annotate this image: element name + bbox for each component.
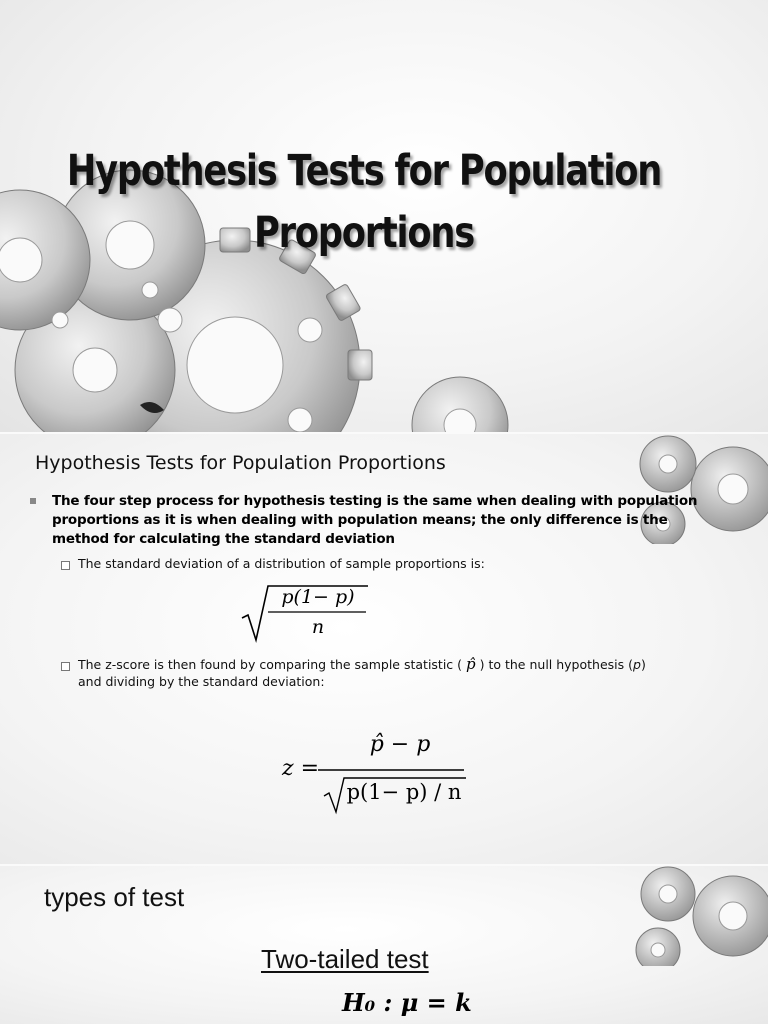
- sub-bullet-1: The standard deviation of a distribution of sample proportions is:: [78, 556, 485, 571]
- null-hypothesis: H₀ : μ = k: [342, 988, 472, 1017]
- content-slide: [0, 434, 768, 864]
- p-hat-symbol: p̂: [466, 655, 476, 673]
- slide-title: Hypothesis Tests for Population Proportions: [66, 146, 662, 258]
- std-dev-denominator: n: [311, 616, 325, 638]
- z-numerator: p̂ − p: [369, 732, 431, 757]
- slide-heading: types of test: [44, 882, 185, 912]
- slide-heading: Hypothesis Tests for Population Proportions: [35, 452, 446, 474]
- sub-bullet-icon: [61, 561, 70, 570]
- z-lhs: z =: [282, 756, 320, 781]
- title-slide: [0, 0, 768, 432]
- z-denominator: p(1− p) / n: [346, 780, 462, 804]
- std-dev-numerator: p(1− p): [281, 586, 355, 608]
- types-slide: [0, 866, 768, 1024]
- sub-bullet-2: The z-score is then found by comparing the sample statistic ( p̂ ) to the null hypothesis (p) and dividing by the standard deviation:: [78, 655, 646, 689]
- slide-subheading: Two-tailed test: [261, 944, 429, 974]
- bullet-square-icon: [30, 498, 36, 504]
- sub-bullet-icon: [61, 662, 70, 671]
- bullet-text: The four step process for hypothesis testing is the same when dealing with population proportions as it is when dealing with population means; the only difference is the method for calculating the standard deviation: [52, 493, 698, 547]
- gears-icon: [628, 866, 768, 966]
